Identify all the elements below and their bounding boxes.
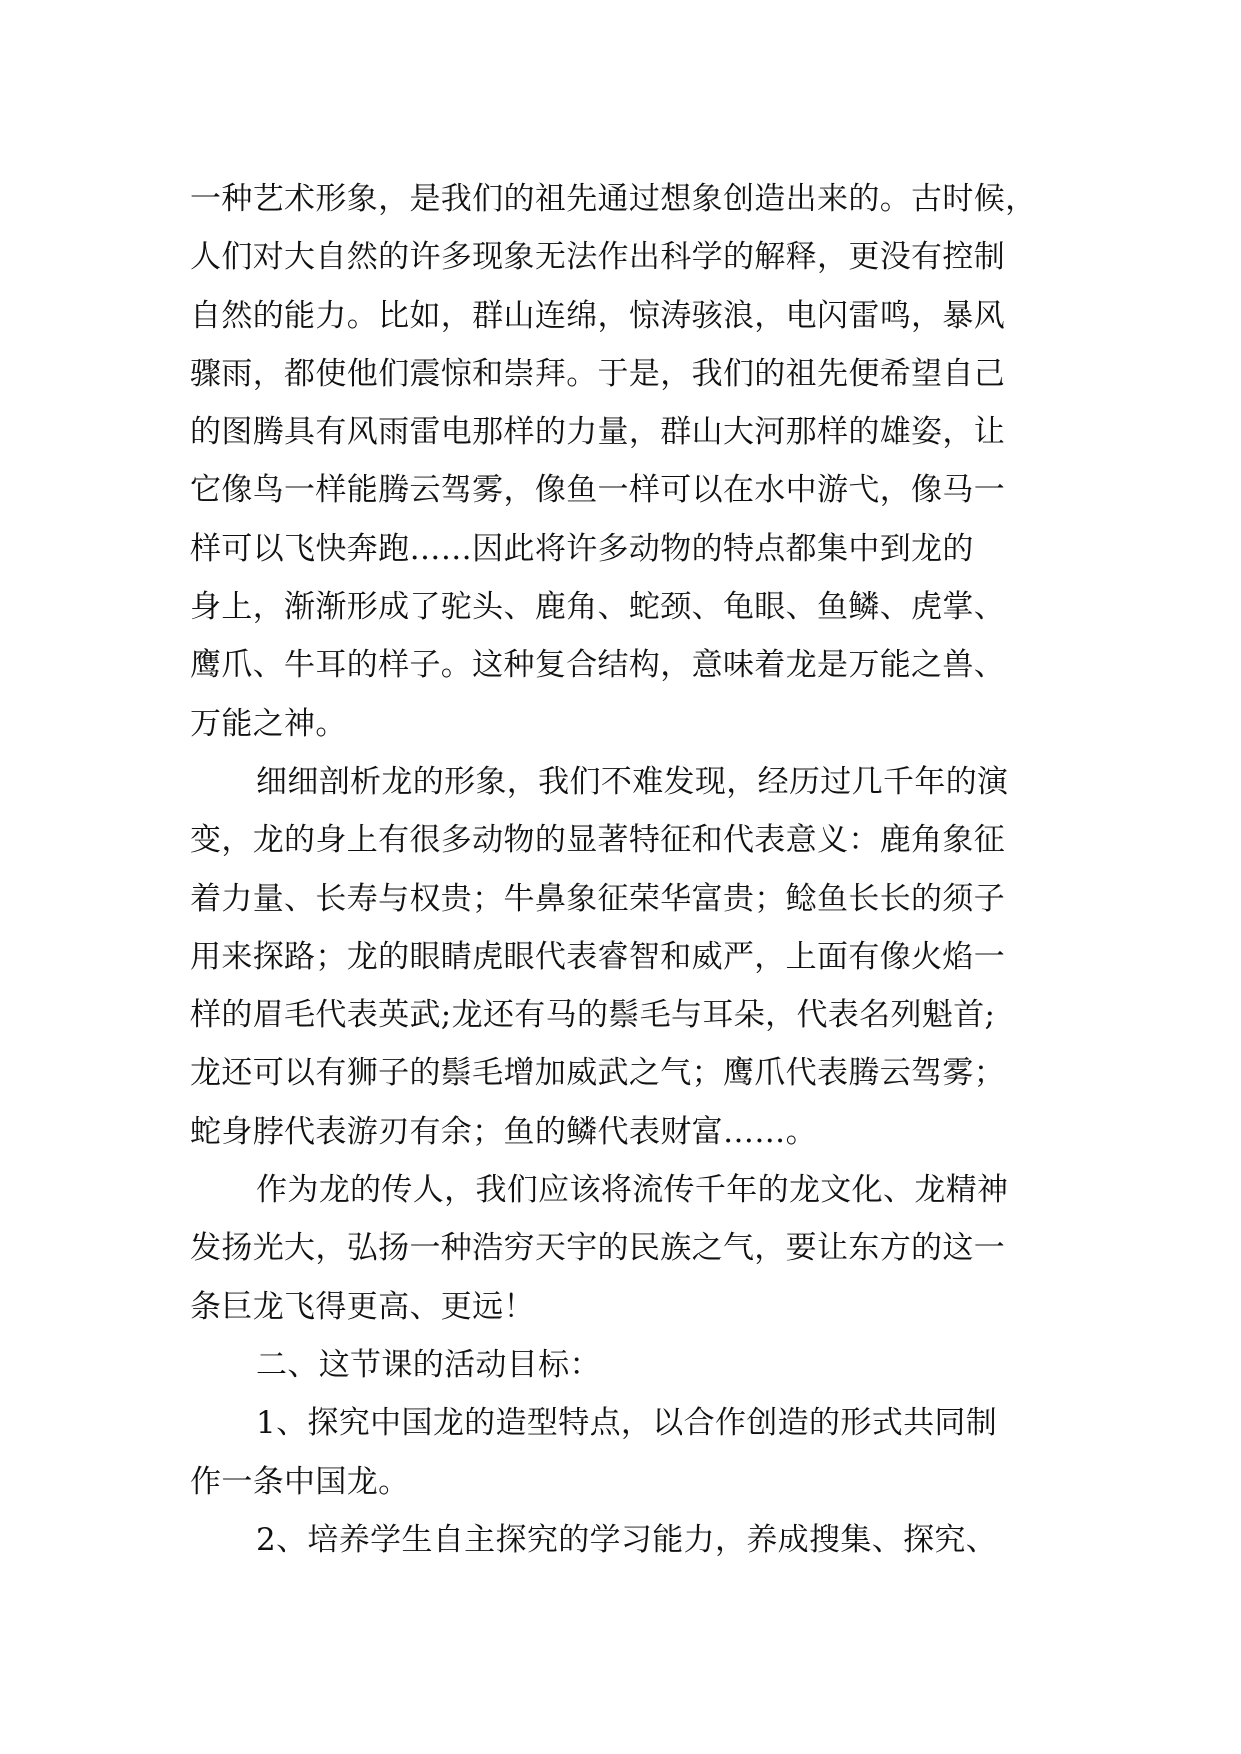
paragraph xyxy=(190,170,1070,753)
text-line: 骤雨，都使他们震惊和崇拜。于是，我们的祖先便希望自己 xyxy=(190,355,1006,392)
text-line: 样可以飞快奔跑……因此将许多动物的特点都集中到龙的 xyxy=(190,530,974,567)
text-line: 用来探路；龙的眼睛虎眼代表睿智和威严，上面有像火焰一 xyxy=(190,938,1006,975)
text-line: 二、这节课的活动目标： xyxy=(256,1346,601,1383)
text-line: 发扬光大，弘扬一种浩穷天宇的民族之气，要让东方的这一 xyxy=(190,1230,1006,1267)
text-line: 样的眉毛代表英武;龙还有马的鬃毛与耳朵，代表名列魁首; xyxy=(190,997,996,1034)
text-line: 人们对大自然的许多现象无法作出科学的解释，更没有控制 xyxy=(190,239,1006,276)
text-line: 着力量、长寿与权贵；牛鼻象征荣华富贵；鲶鱼长长的须子 xyxy=(190,880,1006,917)
text-line: 身上，渐渐形成了驼头、鹿角、蛇颈、龟眼、鱼鳞、虎掌、 xyxy=(190,589,1006,626)
paragraph xyxy=(190,1336,1070,1394)
text-line: 龙还可以有狮子的鬃毛增加威武之气；鹰爪代表腾云驾雾； xyxy=(190,1055,1006,1092)
text-line: 它像鸟一样能腾云驾雾，像鱼一样可以在水中游弋，像马一 xyxy=(190,472,1006,509)
text-line: 变，龙的身上有很多动物的显著特征和代表意义：鹿角象征 xyxy=(190,822,1006,859)
text-line: 2、培养学生自主探究的学习能力，养成搜集、探究、 xyxy=(256,1521,998,1558)
text-line: 1、探究中国龙的造型特点，以合作创造的形式共同制 xyxy=(256,1405,998,1442)
text-line: 作为龙的传人，我们应该将流传千年的龙文化、龙精神 xyxy=(256,1172,1009,1209)
text-line: 细细剖析龙的形象，我们不难发现，经历过几千年的演 xyxy=(256,763,1009,800)
text-line: 作一条中国龙。 xyxy=(190,1463,410,1500)
paragraph xyxy=(190,753,1070,1161)
text-line: 的图腾具有风雨雷电那样的力量，群山大河那样的雄姿，让 xyxy=(190,414,1006,451)
text-line: 蛇身脖代表游刃有余；鱼的鳞代表财富……。 xyxy=(190,1113,817,1150)
paragraph xyxy=(190,1394,1070,1511)
text-line: 条巨龙飞得更高、更远！ xyxy=(190,1288,535,1325)
paragraph xyxy=(190,1511,1070,1569)
document-body xyxy=(190,170,1070,1569)
text-line: 一种艺术形象，是我们的祖先通过想象创造出来的。古时候， xyxy=(190,181,1037,217)
text-line: 鹰爪、牛耳的样子。这种复合结构，意味着龙是万能之兽、 xyxy=(190,647,1006,684)
paragraph xyxy=(190,1161,1070,1336)
text-line: 万能之神。 xyxy=(190,705,347,742)
text-line: 自然的能力。比如，群山连绵，惊涛骇浪，电闪雷鸣，暴风 xyxy=(190,297,1006,334)
